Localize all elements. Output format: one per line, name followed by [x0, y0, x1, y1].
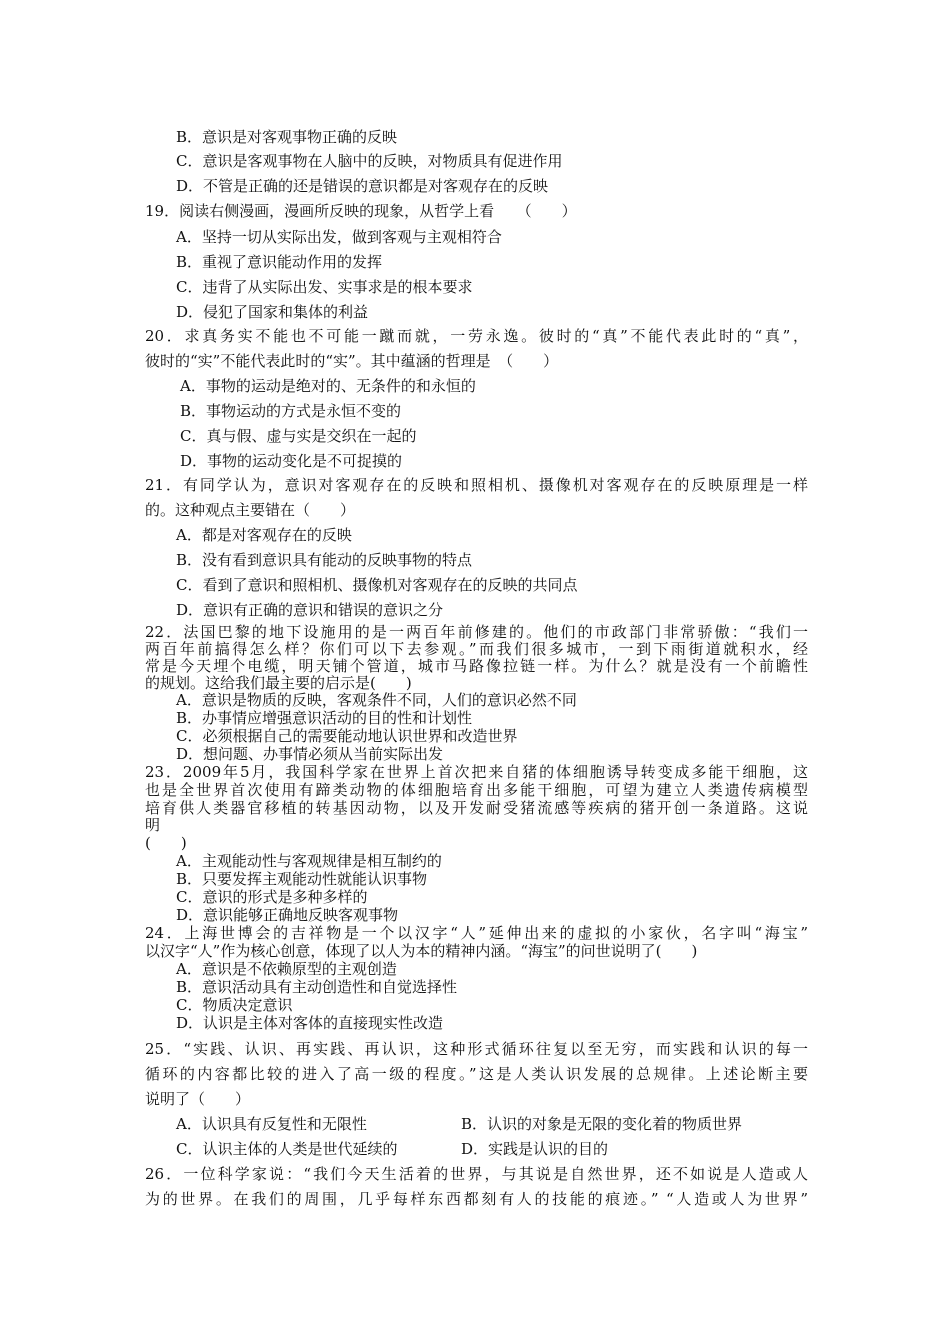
q24-option-b: B．意识活动具有主动创造性和自觉选择性 [176, 978, 458, 996]
q18-option-b: B．意识是对客观事物正确的反映 [176, 128, 398, 146]
q23-stem-line-4: 明 [145, 816, 161, 834]
q25-option-b: B．认识的对象是无限的变化着的物质世界 [461, 1115, 743, 1133]
q25-option-c: C．认识主体的人类是世代延续的 [176, 1140, 398, 1158]
q22-option-b: B．办事情应增强意识活动的目的性和计划性 [176, 709, 473, 727]
q23-stem-line-3: 培育供人类器官移植的转基因动物，以及开发耐受猪流感等疾病的猪开创一条道路。这说 [145, 799, 808, 817]
q25-stem-line-3: 说明了（ ） [145, 1090, 251, 1108]
q20-option-b: B．事物运动的方式是永恒不变的 [180, 402, 402, 420]
q23-option-c: C．意识的形式是多种多样的 [176, 888, 368, 906]
q23-option-d: D．意识能够正确地反映客观事物 [176, 906, 399, 924]
q23-option-b: B．只要发挥主观能动性就能认识事物 [176, 870, 428, 888]
q22-stem-line-4: 的规划。这给我们最主要的启示是( ) [145, 674, 412, 692]
q25-stem-line-2: 循环的内容都比较的进入了高一级的程度。”这是人类认识发展的总规律。上述论断主要 [145, 1065, 808, 1083]
q19-option-b: B．重视了意识能动作用的发挥 [176, 253, 383, 271]
q19-stem: 19．阅读右侧漫画，漫画所反映的现象，从哲学上看 （ ） [145, 202, 577, 220]
q21-option-c: C．看到了意识和照相机、摄像机对客观存在的反映的共同点 [176, 576, 578, 594]
q25-stem-line-1: 25．“实践、认识、再实践、再认识，这种形式循环往复以至无穷，而实践和认识的每一 [145, 1040, 808, 1058]
q24-option-d: D．认识是主体对客体的直接现实性改造 [176, 1014, 444, 1032]
q22-stem-line-3: 常是今天埋个电缆，明天铺个管道，城市马路像拉链一样。为什么？就是没有一个前瞻性 [145, 657, 808, 675]
q23-option-a: A．主观能动性与客观规律是相互制约的 [176, 852, 442, 870]
q22-option-c: C．必须根据自己的需要能动地认识世界和改造世界 [176, 727, 518, 745]
q22-option-d: D．想问题、办事情必须从当前实际出发 [176, 745, 444, 763]
q22-stem-line-1: 22．法国巴黎的地下设施用的是一两百年前修建的。他们的市政部门非常骄傲：“我们一 [145, 623, 808, 641]
q21-option-b: B．没有看到意识具有能动的反映事物的特点 [176, 551, 473, 569]
q22-stem-line-2: 两百年前搞得怎么样？你们可以下去参观。”而我们很多城市，一到下雨街道就积水，经 [145, 640, 808, 658]
q23-stem-line-2: 也是全世界首次使用有蹄类动物的体细胞培育出多能干细胞，可望为建立人类遗传病模型 [145, 781, 808, 799]
q20-option-c: C．真与假、虚与实是交织在一起的 [180, 427, 417, 445]
q25-option-d: D．实践是认识的目的 [461, 1140, 609, 1158]
q19-option-a: A．坚持一切从实际出发，做到客观与主观相符合 [176, 228, 502, 246]
q26-stem-line-1: 26．一位科学家说：“我们今天生活着的世界，与其说是自然世界，还不如说是人造或人 [145, 1165, 808, 1183]
q24-stem-line-1: 24．上海世博会的吉祥物是一个以汉字“人”延伸出来的虚拟的小家伙，名字叫“海宝” [145, 924, 808, 942]
q20-option-d: D．事物的运动变化是不可捉摸的 [180, 452, 403, 470]
q18-option-d: D．不管是正确的还是错误的意识都是对客观存在的反映 [176, 177, 549, 195]
q26-stem-line-2: 为的世界。在我们的周围，几乎每样东西都刻有人的技能的痕迹。” “人造或人为世界” [145, 1190, 808, 1208]
q25-option-a: A．认识具有反复性和无限性 [176, 1115, 367, 1133]
q21-option-a: A．都是对客观存在的反映 [176, 526, 352, 544]
q19-option-d: D．侵犯了国家和集体的利益 [176, 303, 369, 321]
q19-option-c: C．违背了从实际出发、实事求是的根本要求 [176, 278, 473, 296]
q24-option-a: A．意识是不依赖原型的主观创造 [176, 960, 397, 978]
q22-option-a: A．意识是物质的反映，客观条件不同，人们的意识必然不同 [176, 691, 577, 709]
q21-stem-line-1: 21．有同学认为，意识对客观存在的反映和照相机、摄像机对客观存在的反映原理是一样 [145, 476, 808, 494]
q20-stem-line-2: 彼时的“实”不能代表此时的“实”。其中蕴涵的哲理是 （ ） [145, 352, 559, 370]
q20-stem-line-1: 20．求真务实不能也不可能一蹴而就，一劳永逸。彼时的“真”不能代表此时的“真”， [145, 327, 808, 345]
q20-option-a: A．事物的运动是绝对的、无条件的和永恒的 [180, 377, 476, 395]
q24-option-c: C．物质决定意识 [176, 996, 293, 1014]
q21-option-d: D．意识有正确的意识和错误的意识之分 [176, 601, 444, 619]
q23-stem-line-1: 23．2009年5月，我国科学家在世界上首次把来自猪的体细胞诱导转变成多能干细胞，这 [145, 763, 808, 781]
q18-option-c: C．意识是客观事物在人脑中的反映，对物质具有促进作用 [176, 152, 563, 170]
q24-stem-line-2: 以汉字“人”作为核心创意，体现了以人为本的精神内涵。“海宝”的问世说明了( ) [145, 942, 698, 960]
q21-stem-line-2: 的。这种观点主要错在（ ） [145, 501, 356, 519]
q23-answer-blank: ( ) [145, 834, 187, 852]
